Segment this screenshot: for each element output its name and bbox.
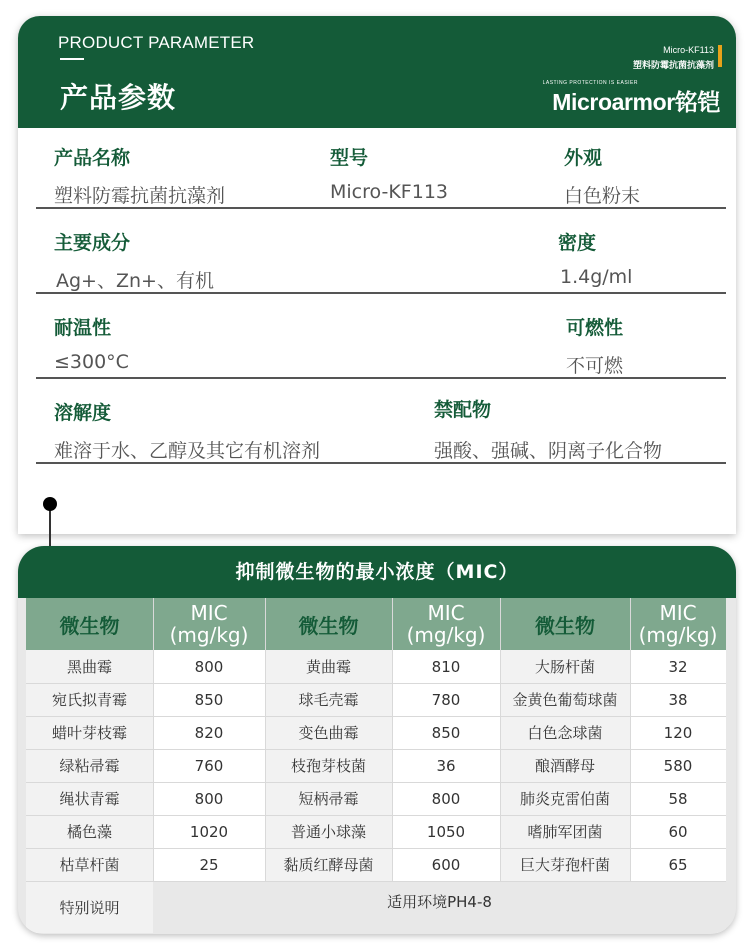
microbe-name-cell: 白色念球菌 [500,716,630,749]
mic-value-cell: 36 [392,749,500,782]
parameter-header [18,16,736,128]
mic-value-cell: 58 [630,782,726,815]
incompatibles-label: 禁配物 [434,399,492,421]
mic-value-cell: 32 [630,650,726,683]
brand-model: Micro-KF113 [663,45,714,55]
mic-value-cell: 1050 [392,815,500,848]
mic-table [26,598,726,933]
mic-value-cell: 800 [153,782,265,815]
flammability-value: 不可燃 [566,355,624,377]
header-underline [60,58,84,60]
col-header-microbe: 微生物 [265,598,392,650]
mic-value-cell: 850 [153,683,265,716]
brand-accent-bar [718,45,722,67]
product-parameter-card [18,16,736,534]
divider [36,377,726,379]
mic-title: 抑制微生物的最小浓度（MIC） [18,546,736,598]
appearance-label: 外观 [564,147,603,169]
mic-value-cell: 780 [392,683,500,716]
microbe-name-cell: 枯草杆菌 [26,848,153,881]
mic-value-cell: 810 [392,650,500,683]
mic-value-cell: 580 [630,749,726,782]
mic-value-cell: 760 [153,749,265,782]
col-header-mic [392,598,500,650]
microbe-name-cell: 蜡叶芽枝霉 [26,716,153,749]
appearance-value: 白色粉末 [564,185,641,207]
col-header-mic-line2: (mg/kg) [638,623,718,647]
mic-value-cell: 1020 [153,815,265,848]
mic-value-cell: 38 [630,683,726,716]
col-header-microbe: 微生物 [26,598,153,650]
col-header-mic [153,598,265,650]
connector-dot-top [43,497,57,511]
microbe-name-cell: 黑曲霉 [26,650,153,683]
product-name-label: 产品名称 [54,147,131,169]
composition-label: 主要成分 [54,232,131,254]
microbe-name-cell: 绳状青霉 [26,782,153,815]
density-label: 密度 [558,232,597,254]
mic-value-cell: 600 [392,848,500,881]
special-note-label: 特别说明 [26,881,153,933]
special-note-value: 适用环境PH4-8 [153,881,726,921]
microbe-name-cell: 肺炎克雷伯菌 [500,782,630,815]
row-divider [26,749,726,750]
column-divider [630,598,631,881]
mic-value-cell: 820 [153,716,265,749]
col-header-mic [630,598,726,650]
col-header-mic-line2: (mg/kg) [406,623,486,647]
divider [36,462,726,464]
col-header-mic-line1: MIC [659,600,697,625]
microbe-name-cell: 橘色藻 [26,815,153,848]
incompatibles-value: 强酸、强碱、阴离子化合物 [434,440,663,462]
col-header-mic-line1: MIC [190,600,228,625]
flammability-label: 可燃性 [566,317,624,339]
microbe-name-cell: 绿粘帚霉 [26,749,153,782]
microbe-name-cell: 枝孢芽枝菌 [265,749,392,782]
microbe-name-cell: 巨大芽孢杆菌 [500,848,630,881]
microbe-name-cell: 酿酒酵母 [500,749,630,782]
column-divider [392,598,393,881]
divider [36,207,726,209]
mic-value-cell: 25 [153,848,265,881]
microbe-name-cell: 金黄色葡萄球菌 [500,683,630,716]
mic-value-cell: 800 [153,650,265,683]
heat-resistance-label: 耐温性 [54,317,112,339]
brand-logo: Microarmor铭铠 [552,89,720,115]
heat-resistance-value: ≤300°C [54,351,129,373]
mic-card [18,546,736,934]
model-label: 型号 [330,147,369,169]
header-title-cn: 产品参数 [60,81,177,114]
microbe-name-cell: 宛氏拟青霉 [26,683,153,716]
density-value: 1.4g/ml [560,266,633,288]
microbe-name-cell: 黏质红酵母菌 [265,848,392,881]
column-divider [500,598,501,881]
mic-value-cell: 120 [630,716,726,749]
divider [36,292,726,294]
note-spacer [153,921,726,933]
brand-product-name: 塑料防霉抗菌抗藻剂 [632,61,714,71]
row-divider [26,683,726,684]
model-value: Micro-KF113 [330,181,448,203]
composition-value: Ag+、Zn+、有机 [56,270,214,292]
solubility-label: 溶解度 [54,402,112,424]
product-name-value: 塑料防霉抗菌抗藻剂 [54,185,226,207]
microbe-name-cell: 黄曲霉 [265,650,392,683]
microbe-name-cell: 球毛壳霉 [265,683,392,716]
mic-value-cell: 60 [630,815,726,848]
row-divider [26,848,726,849]
mic-value-cell: 65 [630,848,726,881]
row-divider [26,815,726,816]
microbe-name-cell: 嗜肺军团菌 [500,815,630,848]
microbe-name-cell: 短柄帚霉 [265,782,392,815]
mic-value-cell: 800 [392,782,500,815]
col-header-mic-line2: (mg/kg) [169,623,249,647]
col-header-mic-line1: MIC [427,600,465,625]
header-title-en: PRODUCT PARAMETER [58,33,255,52]
col-header-microbe: 微生物 [500,598,630,650]
mic-value-cell: 850 [392,716,500,749]
microbe-name-cell: 变色曲霉 [265,716,392,749]
column-divider [153,598,154,881]
solubility-value: 难溶于水、乙醇及其它有机溶剂 [54,440,321,462]
row-divider [26,782,726,783]
row-divider [26,881,726,882]
brand-tagline: LASTING PROTECTION IS EASIER [542,80,638,86]
column-divider [265,598,266,881]
microbe-name-cell: 大肠杆菌 [500,650,630,683]
microbe-name-cell: 普通小球藻 [265,815,392,848]
row-divider [26,716,726,717]
